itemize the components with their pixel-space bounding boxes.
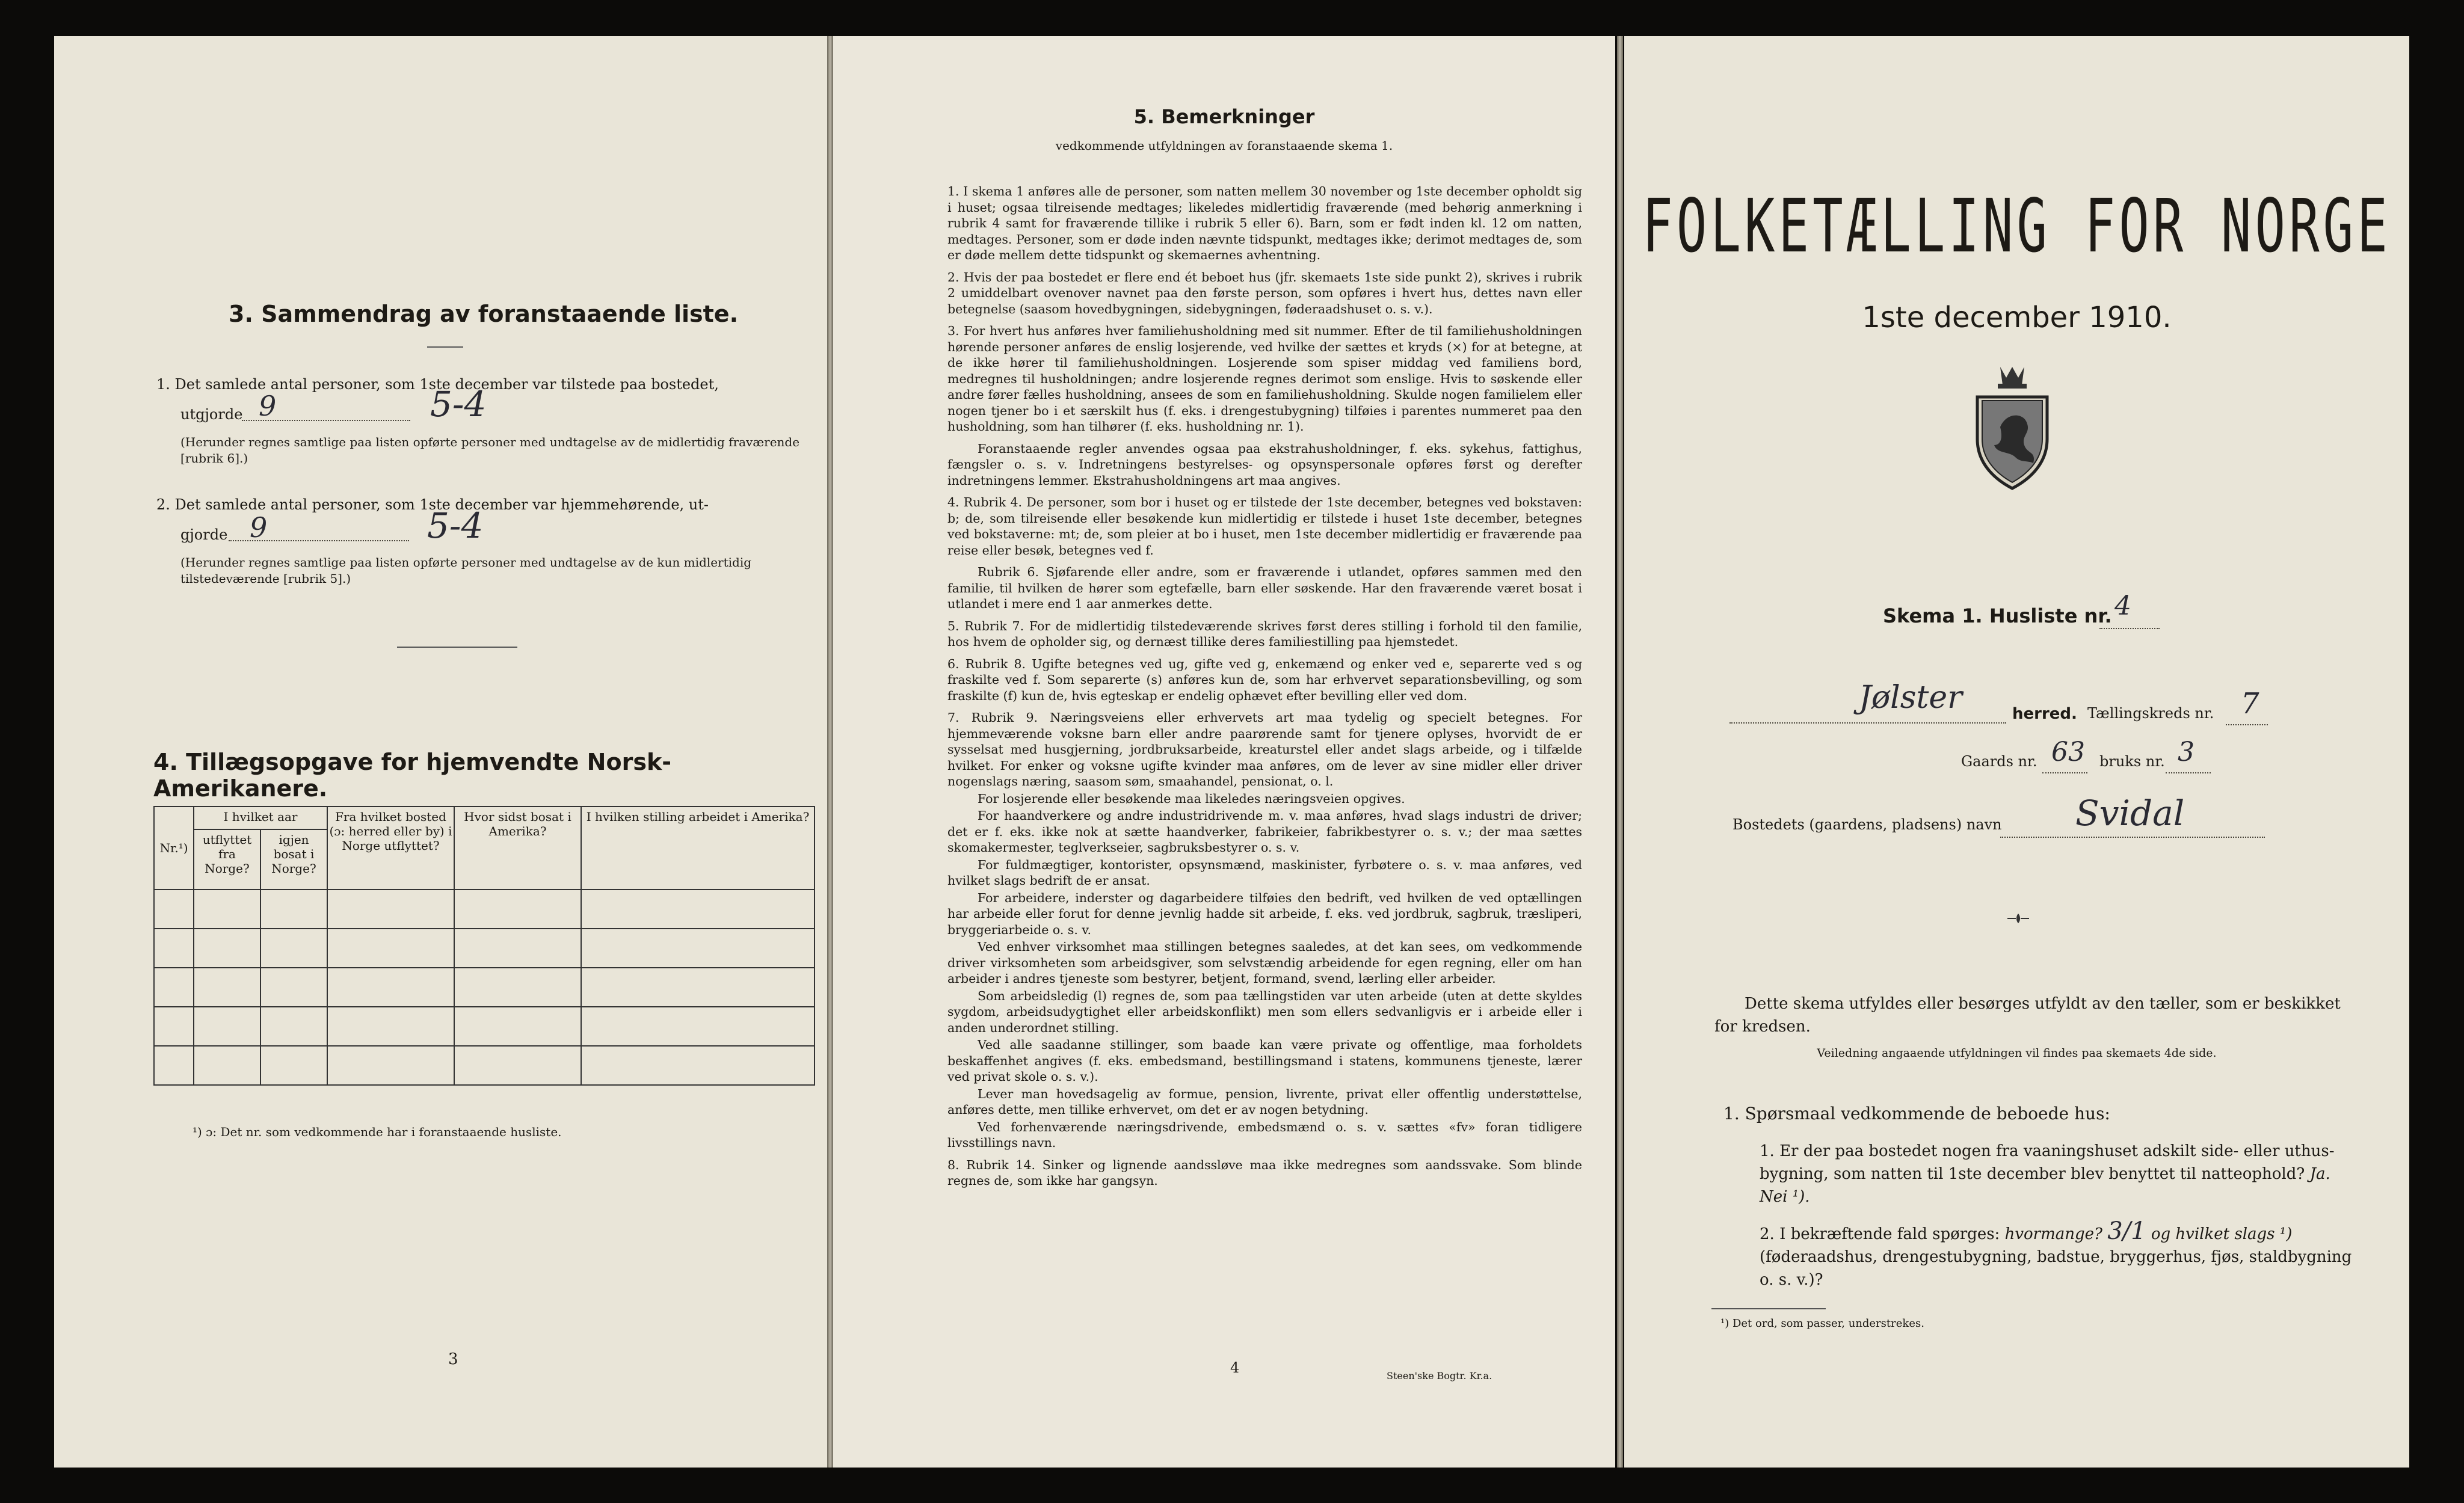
ornament-icon	[2006, 911, 2030, 926]
bosted-value[interactable]: Svidal	[2075, 793, 2185, 834]
fold	[1617, 36, 1623, 1468]
gjorde-label: gjorde	[180, 526, 228, 543]
norsk-amerikanere-table	[153, 806, 815, 1086]
left-page	[54, 36, 827, 1468]
answer-options[interactable]: Ja. Nei ¹).	[1760, 1165, 2330, 1206]
remark-paragraph: For arbeidere, inderster og dagarbeidere tilføies den bedrift, ved hvilken de ved optællingen har arbeide eller forut for denne jevnlig hadde sit arbeide, f. eks. ved jordbruk, sagbruk, træsliperi, bryggeriarbeide o. s. v.	[947, 890, 1582, 937]
remark-paragraph: 1. I skema 1 anføres alle de personer, som natten mellem 30 november og 1ste december opholdt sig i huset; ogsaa tilreisende medtages; likeledes midlertidig fraværende (med behørig anmerkning i rubrik 4 samt for fraværende tillike i rubrik 5 eller 6). Barn, som er født inden kl. 12 om natten, medtages. Personer, som er døde inden nævnte tidspunkt, medtages ikke; derimot medtages de, som er døde mellem dette tidspunkt og skemaernes avhentning.	[947, 184, 1582, 262]
remark-paragraph: Som arbeidsledig (l) regnes de, som paa tællingstiden var uten arbeide (uten at dette skyldes sygdom, arbeidsudygtighet eller arbeidskonflikt) men som ellers sedvanligvis er i arbeide eller i anden underordnet stilling.	[947, 988, 1582, 1035]
remarks-subtitle: vedkommende utfyldningen av foranstaaende skema 1.	[1055, 138, 1393, 153]
remark-paragraph: 3. For hvert hus anføres hver familiehusholdning med sit nummer. Efter de til familiehusholdningen hørende personer anføres de enslig losjerende, ved hvilke der sættes et kryds (×) for at betegne, at de ikke hører til familiehusholdningen. Losjerende som spiser middag ved familiens bord, medregnes til husholdningen; andre losjerende regnes derimot som enslige. Hvis to søskende eller andre fører fælles husholdning, ansees de som en familiehusholdning. Skulde nogen familielem eller nogen tjener bo i et særskilt hus (f. eks. i drengestubygning) tilføies i parentes nummeret paa den husholdning, som han tilhører (f. eks. husholdning nr. 1).	[947, 324, 1582, 434]
remark-paragraph: Ved alle saadanne stillinger, som baade kan være private og offentlige, maa forholdets beskaffenhet angives (f. eks. embedsmand, bestillingsmand i statens, kommunens tjeneste, lærer ved privat skole o. s. v.).	[947, 1037, 1582, 1084]
s3-item1-split: 5-4	[430, 384, 487, 425]
bruks-label: bruks nr.	[2099, 753, 2165, 770]
utgjorde-label: utgjorde	[180, 406, 243, 423]
norwegian-coat-of-arms-icon	[1970, 361, 2054, 493]
remark-paragraph: 7. Rubrik 9. Næringsveiens eller erhvervets art maa tydelig og specielt betegnes. For hjemmeværende voksne barn eller andre paarørende samt for tjenere oplyses, hvorvidt de er sysselsat med husgjerning, jordbruksarbeide, kreaturstel eller andet slags arbeide, og i tilfælde hvilket. For enker og voksne ugifte kvinder maa anføres, om de lever av sine midler eller driver nogenslags næring, saasom søm, smaahandel, pensionat, o. l.	[947, 710, 1582, 788]
herred-value[interactable]: Jølster	[1859, 680, 1962, 716]
col-nr: Nr.¹)	[154, 807, 194, 890]
col-fra-bosted: Fra hvilket bosted (ɔ: herred eller by) i Norge utflyttet?	[327, 807, 454, 890]
divider	[1711, 1308, 1826, 1309]
gaards-label: Gaards nr.	[1961, 753, 2037, 770]
gaards-value[interactable]: 63	[2051, 737, 2085, 767]
col-stilling: I hvilken stilling arbeidet i Amerika?	[581, 807, 815, 890]
remark-paragraph: 8. Rubrik 14. Sinker og lignende aandssløve maa ikke medregnes som aandssvake. Som blinde regnes de, som ikke har gangsyn.	[947, 1157, 1582, 1188]
s3-item2-value: 9	[250, 511, 268, 544]
remark-paragraph: 4. Rubrik 4. De personer, som bor i huset og er tilstede der 1ste december, betegnes ved bokstaven: b; de, som tilreisende eller besøkende kun midlertidig er tilstede i huset 1ste december, betegnes ved bokstaverne: mt; de, som pleier at bo i huset, men 1ste december midlertidig er fraværende paa reise eller besøk, betegnes ved f.	[947, 495, 1582, 558]
husliste-nr[interactable]: 4	[2114, 591, 2131, 621]
skema-label: Skema 1. Husliste nr.	[1883, 604, 2112, 627]
divider	[397, 647, 517, 648]
s3-item2-split: 5-4	[427, 505, 484, 546]
remark-paragraph: 5. Rubrik 7. For de midlertidig tilstedeværende skrives først deres stilling i forhold til den familie, hos hvem de opholder sig, og dernæst tillike deres familiestilling paa hjemstedet.	[947, 618, 1582, 649]
remarks-body	[947, 183, 1582, 1195]
bosted-label: Bostedets (gaardens, pladsens) navn	[1732, 816, 2002, 833]
s3-item2: 2. Det samlede antal personer, som 1ste december var hjemmehørende, ut-	[156, 496, 709, 513]
remark-paragraph: Foranstaaende regler anvendes ogsaa paa ekstrahusholdninger, f. eks. sykehus, fattighus, fængsler o. s. v. Indretningens bestyrelses- og opsynspersonale opføres først og derefter indretningens lemmer. Ekstrahusholdningens art maa angives.	[947, 441, 1582, 488]
remark-paragraph: Rubrik 6. Sjøfarende eller andre, som er fraværende i utlandet, opføres sammen med den familie, til hvilken de hører som egtefælle, barn eller søskende. Har den fraværende været bosat i utlandet i mere end 1 aar anmerkes dette.	[947, 565, 1582, 611]
right-page	[1624, 36, 2409, 1468]
question-1-1: 1. Er der paa bostedet nogen fra vaaningshuset adskilt side- eller uthus-bygning, som natten til 1ste december blev benyttet til natteophold? Ja. Nei ¹).	[1760, 1142, 2335, 1206]
section-3-title: 3. Sammendrag av foranstaaende liste.	[229, 301, 739, 327]
middle-page	[833, 36, 1615, 1468]
printer-mark: Steen'ske Bogtr. Kr.a.	[1387, 1370, 1492, 1382]
herred-label: herred.	[2012, 705, 2077, 723]
census-date: 1ste december 1910.	[1862, 301, 2172, 334]
footnote: ¹) ɔ: Det nr. som vedkommende har i foranstaaende husliste.	[192, 1125, 562, 1139]
table-row	[154, 968, 815, 1007]
remarks-title: 5. Bemerkninger	[1133, 105, 1315, 128]
s3-item2-note: (Herunder regnes samtlige paa listen opførte personer med undtagelse av de kun midlertidig tilstedeværende [rubrik 5].)	[180, 555, 752, 586]
question-1-2: 2. I bekræftende fald spørges: hvormange? 3/1 og hvilket slags ¹) (føderaadshus, drengestubygning, badstue, bryggerhus, fjøs, staldbygning o. s. v.)?	[1760, 1217, 2352, 1289]
remark-paragraph: Lever man hovedsagelig av formue, pension, livrente, privat eller offentlig understøttelse, anføres dette, men tillike erhvervet, om det er av nogen betydning.	[947, 1086, 1582, 1117]
page-number: 3	[448, 1350, 458, 1368]
remark-paragraph: Ved forhenværende næringsdrivende, embedsmænd o. s. v. sættes «fv» foran tidligere livsstillings navn.	[947, 1119, 1582, 1150]
table-row	[154, 929, 815, 968]
footnote: ¹) Det ord, som passer, understrekes.	[1720, 1317, 1924, 1330]
section-4-title: 4. Tillægsopgave for hjemvendte Norsk-Amerikanere.	[153, 749, 671, 802]
bruks-value[interactable]: 3	[2178, 737, 2194, 767]
table-row	[154, 1007, 815, 1046]
col-sidst: Hvor sidst bosat i Amerika?	[454, 807, 581, 890]
s3-item1-note: (Herunder regnes samtlige paa listen opførte personer med undtagelse av de midlertidig fraværende [rubrik 6].)	[180, 435, 800, 466]
s3-item1: 1. Det samlede antal personer, som 1ste december var tilstede paa bostedet,	[156, 376, 719, 393]
intro-text: Dette skema utfyldes eller besørges utfyldt av den tæller, som er beskikket for kredsen.	[1714, 995, 2341, 1036]
remark-paragraph: Ved enhver virksomhet maa stillingen betegnes saaledes, at det kan sees, om vedkommende driver virksomheten som arbeidsgiver, som selvstændig arbeidende for egen regning, eller om han arbeider i andres tjeneste som bestyrer, betjent, formand, svend, lærling eller arbeider.	[947, 939, 1582, 986]
fold	[827, 36, 833, 1468]
krets-value[interactable]: 7	[2241, 687, 2259, 721]
col-utflyttet: utflyttet fra Norge?	[194, 829, 260, 890]
veiledning-text: Veiledning angaaende utfyldningen vil findes paa skemaets 4de side.	[1817, 1047, 2217, 1060]
table-row	[154, 890, 815, 929]
s3-item1-value: 9	[259, 390, 277, 422]
col-igjen: igjen bosat i Norge?	[260, 829, 327, 890]
remark-paragraph: 6. Rubrik 8. Ugifte betegnes ved ug, gifte ved g, enkemænd og enker ved e, separerte ved s og fraskilte ved f. Som separerte (s) anføres kun de, som har erhvervet separationsbevilling, og som fraskilte (f) kun de, hvis egteskap er endelig ophævet efter bevilling eller ved dom.	[947, 656, 1582, 703]
building-count[interactable]: 3/1	[2107, 1217, 2146, 1245]
divider	[427, 346, 463, 348]
remark-paragraph: 2. Hvis der paa bostedet er flere end ét beboet hus (jfr. skemaets 1ste side punkt 2), skrives i rubrik 2 umiddelbart ovenover navnet paa den første person, som opføres i hvert hus, dettes navn eller betegnelse (saasom hovedbygningen, sidebygningen, føderaadshuset o. s. v.).	[947, 269, 1582, 316]
page-number: 4	[1230, 1359, 1240, 1376]
remark-paragraph: For fuldmægtiger, kontorister, opsynsmænd, maskinister, fyrbøtere o. s. v. maa anføres, ved hvilket slags bedrift de er ansat.	[947, 857, 1582, 888]
col-group: I hvilket aar	[194, 807, 327, 829]
table-row	[154, 1046, 815, 1085]
question-1-title: 1. Spørsmaal vedkommende de beboede hus:	[1723, 1104, 2110, 1123]
remark-paragraph: For haandverkere og andre industridrivende m. v. maa anføres, hvad slags industri de driver; det er f. eks. ikke nok at sætte haandverker, fabrikeier, fabrikbestyrer o. s. v.; der maa sættes skomakermester, teglverkseier, sagbruksbestyrer o. s. v.	[947, 808, 1582, 855]
form-title: FOLKETÆLLING FOR NORGE	[1642, 183, 2391, 269]
remark-paragraph: For losjerende eller besøkende maa likeledes næringsveien opgives.	[978, 791, 1405, 806]
krets-label: Tællingskreds nr.	[2087, 705, 2214, 722]
